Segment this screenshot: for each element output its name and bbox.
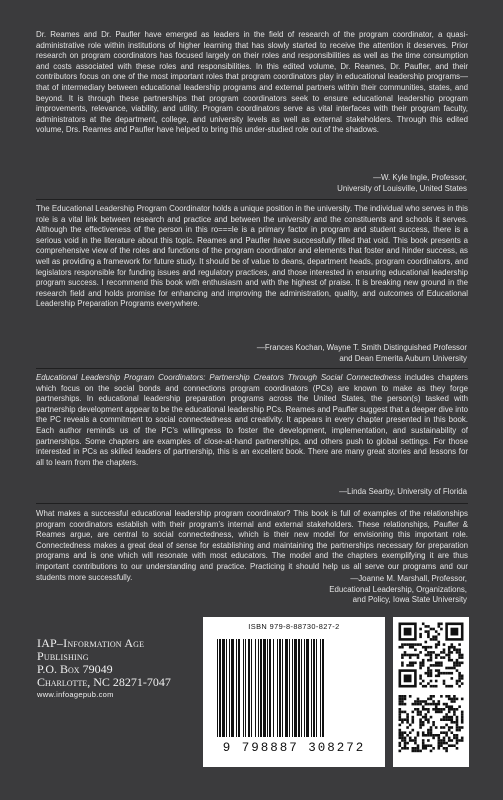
- publisher-url: www.infoagepub.com: [37, 690, 114, 699]
- isbn-digits: 9 798887 308272: [222, 741, 366, 755]
- book-title-lead: Educational Leadership Program Coordinators: Partnership Creators Through Social Connectedness: [36, 373, 402, 382]
- divider: [36, 503, 468, 504]
- barcode-box: [203, 617, 385, 767]
- blurb-ingle: [36, 30, 468, 136]
- qr-code-box: [393, 617, 469, 767]
- attribution-line: —Frances Kochan, Wayne T. Smith Distinguished Professor: [256, 343, 467, 352]
- blurb-text: includes chapters which focus on the social bonds and connections program coordinators (PCs) are known to make as they forge partnerships. In educational leadership preparation programs across the United States, the person(s) tasked with partnership development appear to be the educational leadership PCs. Reames and Paufler suggest that a deeper dive into the PC reveals a commitment to social connectedness and creativity. It appears in every chapter presented in this book. Each author reminds us of the PC’s willingness to foster the development, implementation, and sustainability of partnerships. Some chapters are examples of close-at-hand partnerships, and others push to global settings. For those interested in PCs as skilled leaders of partnership, this is an excellent book. There are many great stories and lessons for all to learn from the chapters.: [36, 373, 469, 467]
- attribution-line: and Policy, Iowa State University: [352, 595, 467, 605]
- blurb-text: What makes a successful educational leadership program coordinator? This book is full of examples of the relationships program coordinators establish with their program’s internal and external stakeholders. These relationships, Paufler & Reames argue, are central to social connectedness, which is their new model for envisioning this important role. Connectedness makes a great deal of sense for establishing and maintaining the partnerships necessary for preparation programs and is one which will resonate with most educators. The model and the chapters exemplifying it are thus important contributions to our understanding and practice. Practicing it should help us all serve our programs and our students more successfully.: [36, 509, 468, 582]
- attribution-ingle: [137, 173, 467, 194]
- attribution-kochan: [137, 343, 467, 364]
- attribution-marshall: [137, 574, 467, 606]
- isbn-label: ISBN 979-8-88730-827-2: [248, 622, 340, 631]
- attribution-line: —Joanne M. Marshall, Professor,: [350, 574, 467, 583]
- blurb-marshall: [36, 509, 468, 583]
- blurb-text: Dr. Reames and Dr. Paufler have emerged as leaders in the field of research of the program coordinator, a quasi-administrative role within institutions of higher learning that has slowly started to receive the attention it deserves. Prior research on program coordinators has focused largely on their roles and responsibilities as well as the time consumption and costs associated with these roles and responsibilities. In this edited volume, Dr. Reames, Dr. Paufler, and their contributors focus on one of the most important roles that program coordinators play in educational leadership programs—that of intermediary between educational leadership programs and external partners within their communities, states, and beyond. It is through these partnerships that program coordinators seek to ensure educational leadership program improvements, relevance, viability, and utility. Program coordinators serve as vital interfaces with their program faculty, administrators at the department, college, and university levels as well as external stakeholders. Through this edited volume, Drs. Reames and Paufler have helped to bring this under-studied role out of the shadows.: [36, 30, 468, 135]
- barcode-icon: [217, 639, 371, 739]
- publisher-address-line2: Charlotte, NC 28271-7047: [37, 675, 171, 689]
- attribution-line: Educational Leadership, Organizations,: [329, 584, 467, 594]
- blurb-text: The Educational Leadership Program Coordinator holds a unique position in the university. The individual who serves in this role is a vital link between research and practice and between the university and the constituents and schools it serves. Although the effectiveness of the person in this ro===le is a primary factor in program and student success, there is a serious void in the literature about this topic. Reames and Paufler have successfully filled that void. This book presents a comprehensive view of the roles and functions of the program coordinator and elements that foster and hinder success, as well as providing a framework for future study. It should be of value to deans, department heads, program coordinators, and legislators responsible for funding issues and regulatory practices, and those interested in ensuring educational leadership program success. I recommend this book with enthusiasm and with the highest of praise. It is breaking new ground in the research field and holds promise for enhancing and improving the administration, quality, and outcomes of Educational Leadership Preparation Programs everywhere.: [36, 204, 468, 309]
- attribution-line: University of Louisville, United States: [337, 183, 467, 193]
- attribution-searby: [137, 487, 467, 498]
- divider: [36, 368, 468, 369]
- publisher-name: IAP–Information Age Publishing: [37, 636, 145, 663]
- qr-code-icon: [393, 617, 469, 767]
- publisher-block: [37, 637, 177, 700]
- blurb-kochan: [36, 204, 468, 310]
- blurb-searby: [36, 373, 468, 468]
- attribution-line: —Linda Searby, University of Florida: [339, 487, 467, 496]
- divider: [36, 199, 468, 200]
- attribution-line: and Dean Emerita Auburn University: [339, 353, 467, 363]
- attribution-line: —W. Kyle Ingle, Professor,: [373, 173, 467, 182]
- publisher-address-line1: P.O. Box 79049: [37, 662, 113, 676]
